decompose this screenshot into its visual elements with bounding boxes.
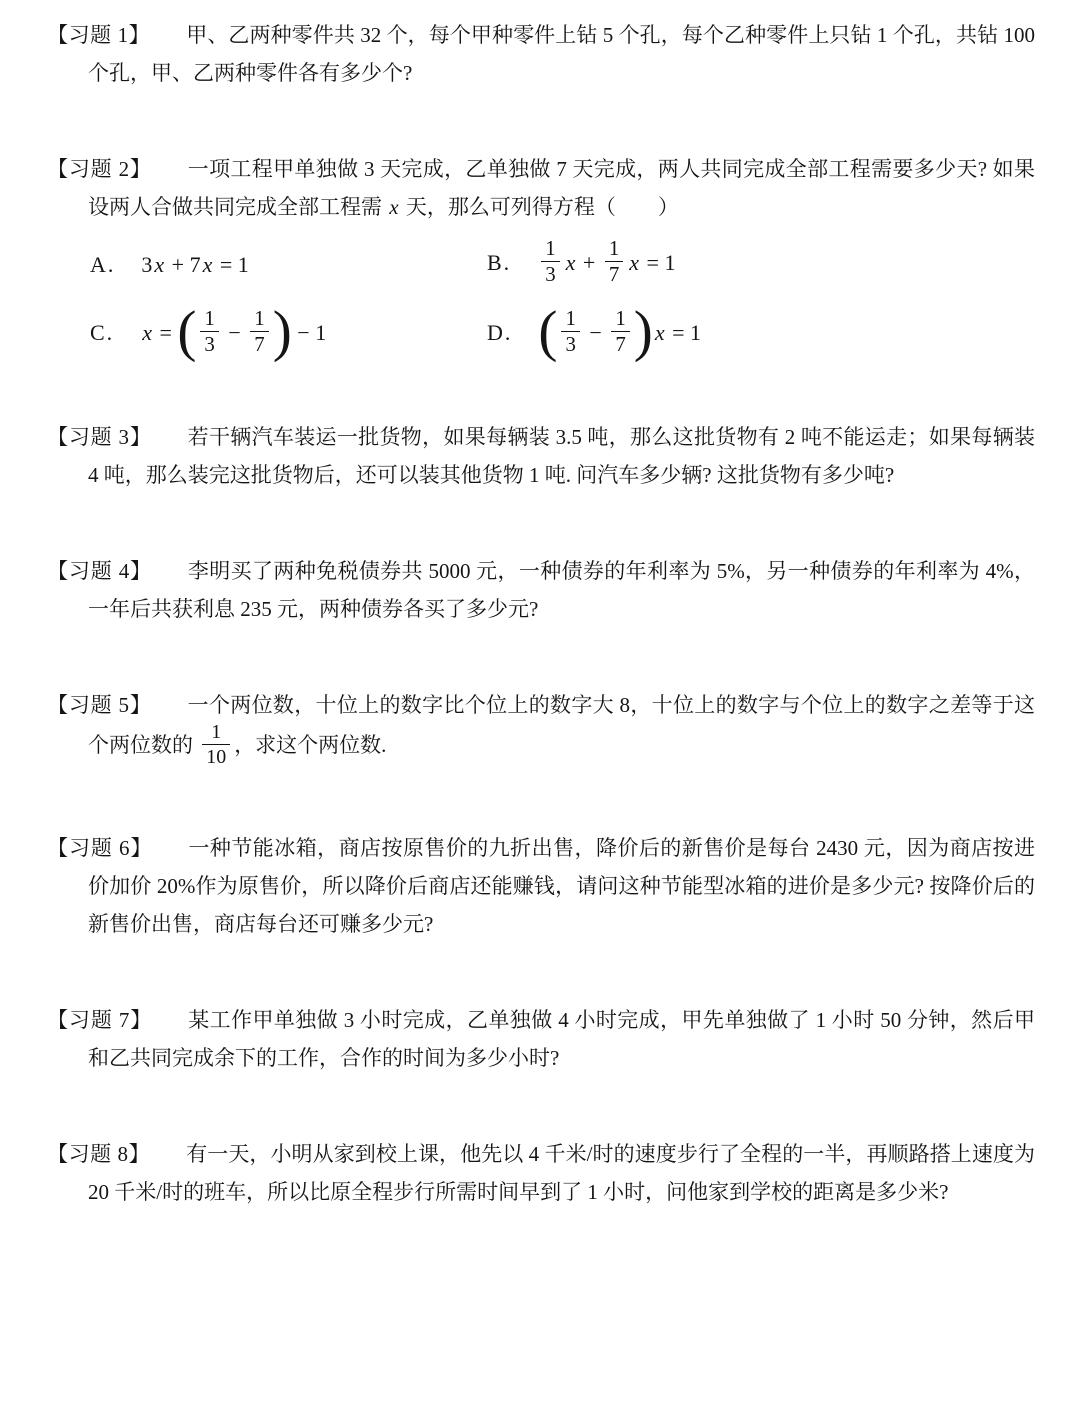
problem-1-body: 甲、乙两种零件共 32 个，每个甲种零件上钻 5 个孔，每个乙种零件上只钻 1 个孔，共钻 100 个孔，甲、乙两种零件各有多少个? xyxy=(88,23,1035,85)
option-c-key: C. xyxy=(90,319,115,345)
fraction: $\frac{1}{7}$ xyxy=(250,307,268,357)
option-d-key: D. xyxy=(487,319,513,345)
problem-7 xyxy=(47,1001,1035,1077)
option-d-formula: ( $\frac{1}{3}$ − $\frac{1}{7}$ )x = 1 xyxy=(538,299,701,363)
problem-4-body: 李明买了两种免税债券共 5000 元，一种债券的年利率为 5%，另一种债券的年利率为 4%，一年后共获利息 235 元，两种债券各买了多少元? xyxy=(88,558,1036,621)
problem-5-text xyxy=(47,686,1035,772)
problem-1-text xyxy=(47,16,1035,92)
problem-2-body: 一项工程甲单独做 3 天完成，乙单独做 7 天完成，两人共同完成全部工程需要多少天? 如果设两人合做共同完成全部工程需 x 天，那么可列得方程（ ） xyxy=(88,157,1036,219)
math-variable: x xyxy=(629,249,640,275)
problem-5 xyxy=(47,686,1035,772)
problem-3-body: 若干辆汽车装运一批货物，如果每辆装 3.5 吨，那么这批货物有 2 吨不能运走；如果每辆装 4 吨，那么装完这批货物后，还可以装其他货物 1 吨. 问汽车多少辆? 这批货物有多少吨? xyxy=(88,424,1036,487)
math-variable: x xyxy=(654,319,665,345)
fraction: $\frac{1}{7}$ xyxy=(605,237,623,287)
problem-7-label: 【习题 7】 xyxy=(47,1008,153,1033)
problem-4-label: 【习题 4】 xyxy=(47,558,152,583)
problem-1-label: 【习题 1】 xyxy=(47,23,151,47)
problem-6-text xyxy=(47,829,1035,943)
option-b-key: B. xyxy=(487,249,512,275)
problem-4 xyxy=(47,552,1035,628)
option-b xyxy=(487,236,701,290)
option-b-formula: $\frac{1}{3}$ x + $\frac{1}{7}$ x = 1 xyxy=(537,240,675,290)
fraction: $\frac{1}{3}$ xyxy=(561,307,579,357)
problem-7-body: 某工作甲单独做 3 小时完成，乙单独做 4 小时完成，甲先单独做了 1 小时 50 分钟，然后甲和乙共同完成余下的工作，合作的时间为多少小时? xyxy=(88,1008,1035,1071)
option-a-formula: 3x + 7x = 1 xyxy=(141,251,249,277)
fraction: $\frac{1}{10}$ xyxy=(202,721,230,769)
option-c xyxy=(90,299,487,363)
math-variable: x xyxy=(565,249,576,275)
problem-4-text xyxy=(47,552,1035,628)
problem-6-label: 【习题 6】 xyxy=(47,836,153,861)
problem-2-options-grid xyxy=(47,236,1035,363)
option-d xyxy=(487,299,701,363)
problem-3-label: 【习题 3】 xyxy=(47,424,152,449)
problem-5-body: 一个两位数，十位上的数字比个位上的数字大 8，十位上的数字与个位上的数字之差等于这个两位数的 $\frac{1}{10}$ ，求这个两位数. xyxy=(88,692,1036,768)
problem-2-text xyxy=(47,150,1035,226)
math-variable: x xyxy=(202,251,213,277)
option-a xyxy=(90,250,487,280)
problem-6 xyxy=(47,829,1035,943)
problem-7-text xyxy=(47,1001,1035,1077)
math-variable: x xyxy=(142,319,152,345)
problem-3-text xyxy=(47,418,1035,494)
option-c-formula: x = ( $\frac{1}{3}$ − $\frac{1}{7}$ ) − 1 xyxy=(142,299,327,363)
problem-6-body: 一种节能冰箱，商店按原售价的九折出售，降价后的新售价是每台 2430 元，因为商店按进价加价 20%作为原售价，所以降价后商店还能赚钱，请问这种节能型冰箱的进价是多少元? 按降价后的新售价出售，商店每台还可赚多少元? xyxy=(88,836,1036,937)
problem-8-text xyxy=(47,1135,1035,1211)
option-a-key: A. xyxy=(90,251,116,277)
problem-2 xyxy=(47,150,1036,363)
problem-8-label: 【习题 8】 xyxy=(47,1142,151,1167)
problem-5-label: 【习题 5】 xyxy=(47,692,152,717)
problem-1 xyxy=(47,16,1035,92)
problem-2-label: 【习题 2】 xyxy=(47,157,152,181)
math-variable: x xyxy=(389,195,399,219)
problem-8-body: 有一天，小明从家到校上课，他先以 4 千米/时的速度步行了全程的一半，再顺路搭上速度为 20 千米/时的班车，所以比原全程步行所需时间早到了 1 小时，问他家到学校的距离是多少米? xyxy=(88,1142,1035,1205)
math-variable: x xyxy=(154,251,165,277)
fraction: $\frac{1}{3}$ xyxy=(541,237,559,287)
problem-8 xyxy=(47,1135,1035,1211)
problem-3 xyxy=(47,418,1035,494)
fraction: $\frac{1}{7}$ xyxy=(611,307,629,357)
fraction: $\frac{1}{3}$ xyxy=(200,307,218,357)
